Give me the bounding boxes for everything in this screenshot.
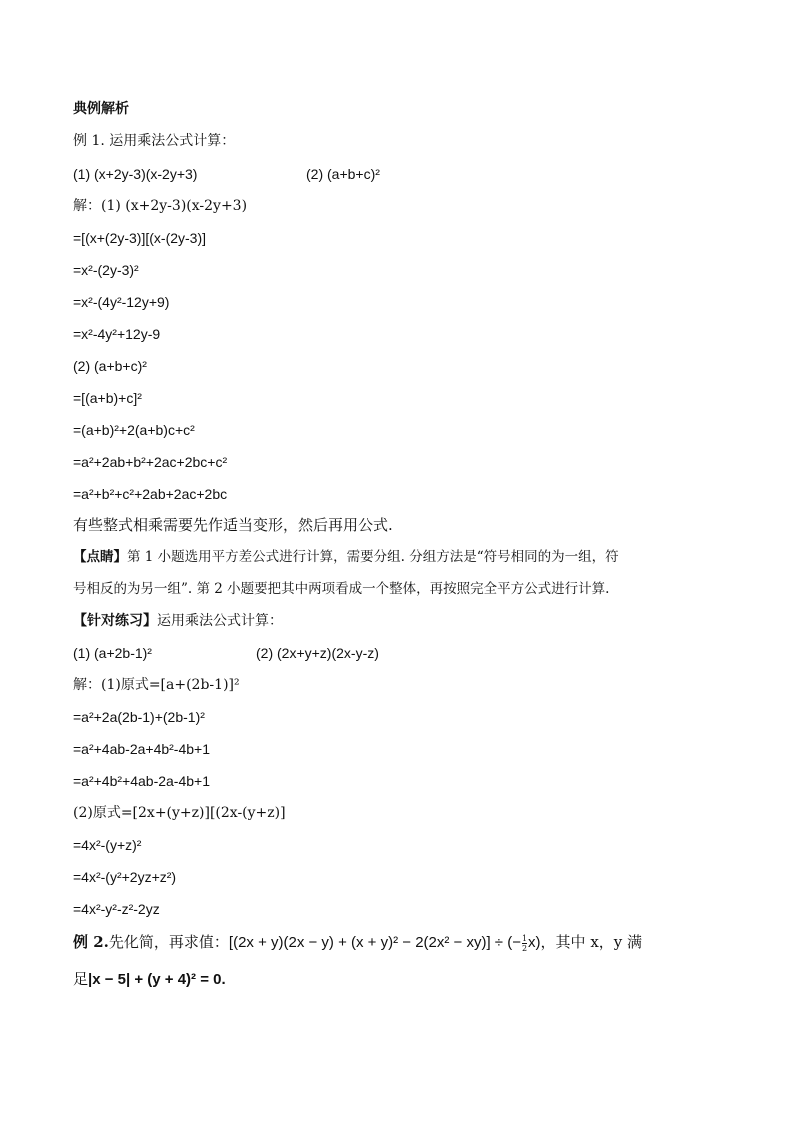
practice-title-text: 运用乘法公式计算： <box>157 613 283 629</box>
example-1-solution-line: =[(a+b)+c]² <box>73 390 142 406</box>
example-2-label: 例 2. <box>73 933 109 951</box>
fraction-one-half <box>522 934 527 953</box>
example-1-solution-line: =x²-4y²+12y-9 <box>73 326 161 342</box>
practice-question-1: (1) (a+2b-1)² <box>73 645 152 661</box>
hint-paragraph-line-1 <box>73 547 619 567</box>
example-2-condition-expression: |x − 5| + (y + 4)² = 0. <box>88 971 226 988</box>
example-2-expression-end: x) <box>528 934 541 951</box>
example-1-solution-line: =a²+2ab+b²+2ac+2bc+c² <box>73 454 228 470</box>
example-1-remark: 有些整式相乘需要先作适当变形，然后再用公式. <box>73 516 393 534</box>
practice-solution-line: 解：(1)原式=[a+(2b-1)]² <box>73 677 240 693</box>
example-1-solution-line: (2) (a+b+c)² <box>73 358 147 374</box>
example-2-condition-start: ，其中 x，y 满 <box>540 933 643 951</box>
example-1-solution-line: =x²-(4y²-12y+9) <box>73 294 170 310</box>
practice-solution-line: =4x²-(y²+2yz+z²) <box>73 869 177 885</box>
example-1-solution-line: 解：(1) (x+2y-3)(x-2y+3) <box>73 198 248 214</box>
practice-solution-line: =4x²-y²-z²-2yz <box>73 901 160 917</box>
example-2-line-1 <box>73 932 642 953</box>
practice-solution-line: =a²+2a(2b-1)+(2b-1)² <box>73 709 205 725</box>
example-2-intro: 先化简，再求值： <box>108 933 229 951</box>
practice-solution-line: (2)原式=[2x+(y+z)][(2x-(y+z)] <box>73 805 286 821</box>
practice-label: 【针对练习】 <box>73 613 157 629</box>
example-1-solution-line: =[(x+(2y-3)][(x-(2y-3)] <box>73 230 207 246</box>
practice-question-2: (2) (2x+y+z)(2x-y-z) <box>256 645 379 661</box>
practice-solution-line: =a²+4b²+4ab-2a-4b+1 <box>73 773 210 789</box>
fraction-numerator: 1 <box>521 933 528 943</box>
practice-solution-line: =a²+4ab-2a+4b²-4b+1 <box>73 741 210 757</box>
hint-paragraph-line-2: 号相反的为另一组”. 第 2 小题要把其中两项看成一个整体，再按照完全平方公式进行计算. <box>73 581 610 597</box>
practice-title <box>73 611 283 631</box>
hint-label: 【点睛】 <box>73 549 127 565</box>
example-1-solution-line: =(a+b)²+2(a+b)c+c² <box>73 422 195 438</box>
practice-solution-line: =4x²-(y+z)² <box>73 837 142 853</box>
example-1-question-2: (2) (a+b+c)² <box>306 166 380 182</box>
example-1-solution-line: =a²+b²+c²+2ab+2ac+2bc <box>73 486 228 502</box>
example-1-question-1: (1) (x+2y-3)(x-2y+3) <box>73 166 198 182</box>
fraction-denominator: 2 <box>521 943 528 953</box>
hint-text: 第 1 小题选用平方差公式进行计算，需要分组. 分组方法是“符号相同的为一组，符 <box>127 549 619 565</box>
example-2-condition-prefix: 足 <box>73 970 89 988</box>
example-2-expression: [(2x + y)(2x − y) + (x + y)² − 2(2x² − xy)] ÷ (− <box>228 934 521 951</box>
example-1-title: 例 1. 运用乘法公式计算： <box>73 133 236 149</box>
example-2-line-2 <box>73 969 226 990</box>
example-1-solution-line: =x²-(2y-3)² <box>73 262 139 278</box>
section-title: 典例解析 <box>73 101 129 117</box>
